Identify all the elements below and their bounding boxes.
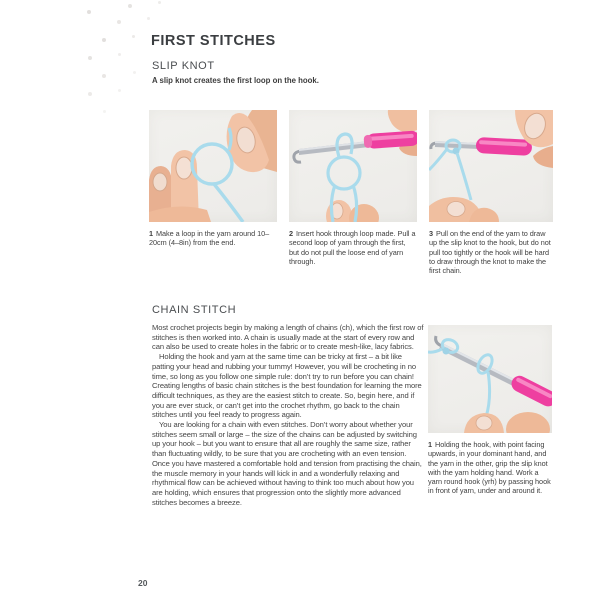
chain-paragraph-1: Most crochet projects begin by making a length of chains (ch), which the first row of stitches is then worked into. A chain is usually made at the start of every row and can also be used to create holes in the fabric or to create mesh-like, lacy fabrics. xyxy=(152,323,424,352)
chain-paragraph-3: You are looking for a chain with even stitches. Don’t worry about whether your stitches seem small or large – the size of the chains can be adjusted by switching up your hook – but you want to ensure that all are roughly the same size, rather than fluctuating wildly, to be sure that you are crocheting with an even tension. Once you have mastered a comfortable hold and tension from practising the chain, the muscle memory in your hands will kick in and a wonderfully relaxing and rhythmical flow can be achieved without having to think too much about how you are holding, which ensures that progression onto the slightly more advanced stitches becomes a breeze. xyxy=(152,420,422,507)
slip-knot-step-2 xyxy=(289,110,417,275)
step-caption xyxy=(429,229,553,275)
step-caption xyxy=(149,229,277,248)
slip-knot-intro: A slip knot creates the first loop on the hook. xyxy=(152,76,319,85)
chain-stitch-body xyxy=(152,323,424,507)
decorative-dot xyxy=(118,53,121,56)
step-number: 1 xyxy=(428,440,433,449)
step-text: Insert hook through loop made. Pull a second loop of yarn through the first, but do not pull the loose end of yarn through. xyxy=(289,229,416,266)
decorative-dot xyxy=(87,10,91,14)
decorative-dot xyxy=(158,1,161,4)
chain-stitch-heading: CHAIN STITCH xyxy=(152,304,237,316)
slip-knot-step-1 xyxy=(149,110,277,275)
decorative-dot xyxy=(102,38,106,42)
step-photo xyxy=(149,110,277,222)
page-title: FIRST STITCHES xyxy=(151,33,276,49)
decorative-dot xyxy=(102,74,106,78)
step-photo xyxy=(429,110,553,222)
decorative-dot xyxy=(118,89,121,92)
slip-knot-heading: SLIP KNOT xyxy=(152,60,215,72)
yarn-round-hook-photo xyxy=(428,325,552,433)
slip-knot-steps-row xyxy=(149,110,553,275)
step-photo xyxy=(289,110,417,222)
step-number: 2 xyxy=(289,229,294,238)
step-text: Holding the hook, with point facing upwards, in your dominant hand, and the yarn in the other, grip the slip knot with the yarn holding hand. Work a yarn round hook (yrh) by passing hook in front of yarn, under and around it. xyxy=(428,440,551,496)
step-caption xyxy=(428,440,552,496)
page-number: 20 xyxy=(138,578,148,588)
step-text: Make a loop in the yarn around 10–20cm (4–8in) from the end. xyxy=(149,229,270,248)
chain-stitch-step xyxy=(428,325,552,496)
hook-inserted-through-loop-photo xyxy=(289,110,417,222)
decorative-dot xyxy=(88,56,92,60)
decorative-dot xyxy=(103,110,106,113)
decorative-dot xyxy=(117,20,121,24)
pulling-yarn-to-tighten-slip-knot-photo xyxy=(429,110,553,222)
decorative-dot xyxy=(128,4,132,8)
step-number: 3 xyxy=(429,229,434,238)
step-caption xyxy=(289,229,417,266)
step-text: Pull on the end of the yarn to draw up the slip knot to the hook, but do not pull too tightly or the hook will be hard to draw through the knot to make the first chain. xyxy=(429,229,551,276)
slip-knot-step-3 xyxy=(429,110,553,275)
decorative-dot xyxy=(133,71,136,74)
decorative-dot xyxy=(88,92,92,96)
hands-making-yarn-loop-photo xyxy=(149,110,277,222)
chain-paragraph-2: Holding the hook and yarn at the same time can be tricky at first – a bit like patting your head and rubbing your tummy! However, you will be crocheting in no time, so long as you follow one simple rule: don’t try to run before you can chain! Creating lengths of basic chain stitches is the best foundation for learning the more difficult techniques, as they are the easiest stitch to create. So, begin here, and if you are ever stuck, or can’t get into the crochet rhythm, go back to the chain stitches until you feel ready to progress again. xyxy=(152,352,422,420)
step-number: 1 xyxy=(149,229,154,238)
decorative-dot xyxy=(132,35,135,38)
step-photo xyxy=(428,325,552,433)
decorative-dot xyxy=(147,17,150,20)
